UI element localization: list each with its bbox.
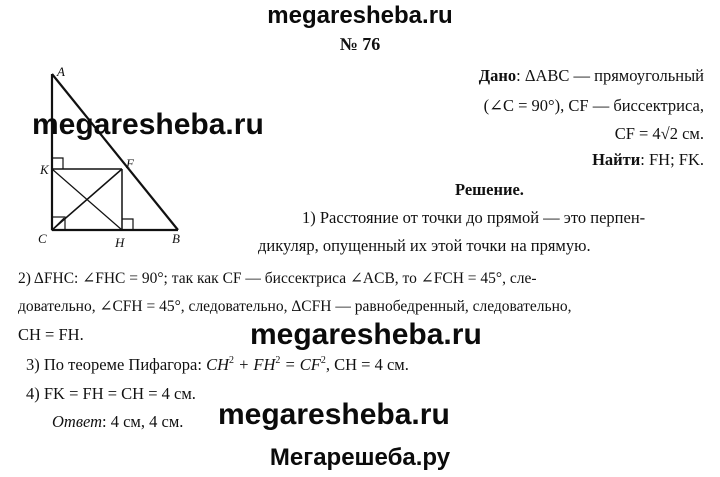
solution-step-2c: CH = FH. — [18, 325, 84, 344]
watermark-2: megaresheba.ru — [250, 318, 482, 351]
label-b: B — [172, 231, 180, 246]
label-f: F — [126, 156, 134, 171]
find-label: Найти — [592, 150, 641, 169]
solution-title: Решение. — [455, 180, 524, 199]
solution-step-1a: 1) Расстояние от точки до прямой — это перпен- — [302, 208, 646, 227]
answer-text: : 4 см, 4 см. — [102, 412, 184, 431]
label-c: C — [38, 231, 47, 246]
right-angle-k — [52, 158, 63, 169]
solution-step-1b: дикуляр, опущенный их этой точки на прямую. — [258, 236, 591, 255]
given-line-1 — [479, 66, 704, 86]
solution-step-3 — [26, 355, 409, 375]
solution-step-2a: 2) ΔFHC: ∠FHC = 90°; так как CF — биссектриса ∠ACB, то ∠FCH = 45°, сле- — [18, 270, 537, 287]
solution-step-4: 4) FK = FH = CH = 4 см. — [26, 384, 196, 403]
step3-sq-3: 2 — [320, 355, 326, 366]
solution-step-2b: довательно, ∠CFH = 45°, следовательно, ΔCFH — равнобедренный, следовательно, — [18, 298, 572, 315]
answer-line — [52, 412, 183, 432]
step3-sq-1: 2 — [228, 355, 234, 366]
problem-number: № 76 — [339, 34, 381, 54]
right-angle-h — [122, 219, 133, 230]
given-line-2: (∠C = 90°), CF — биссектриса, — [483, 96, 704, 115]
given-text-1: : ΔABC — прямоугольный — [516, 66, 704, 85]
label-a: A — [57, 64, 65, 79]
header-site-title: megaresheba.ru — [267, 2, 453, 29]
step3-cf: = CF — [280, 355, 321, 374]
find-line — [592, 150, 704, 170]
given-line-3: CF = 4√2 см. — [614, 124, 704, 143]
watermark-1: megaresheba.ru — [32, 108, 264, 141]
watermark-3: megaresheba.ru — [218, 398, 450, 431]
step3-result: , CH = 4 см. — [325, 355, 409, 374]
find-text: : FH; FK. — [640, 150, 704, 169]
triangle-figure — [30, 62, 210, 252]
right-angle-c-hatch — [54, 218, 64, 228]
given-label: Дано — [478, 66, 517, 85]
label-k: K — [40, 162, 49, 177]
footer-site: Мегарешеба.ру — [269, 444, 451, 471]
side-ab — [52, 74, 178, 230]
label-h: H — [115, 235, 125, 250]
answer-label: Ответ — [52, 412, 103, 431]
step3-fh: + FH — [233, 355, 276, 374]
step3-prefix: 3) По теореме Пифагора: — [26, 355, 207, 374]
step3-ch: CH — [206, 355, 229, 374]
step3-sq-2: 2 — [275, 355, 281, 366]
